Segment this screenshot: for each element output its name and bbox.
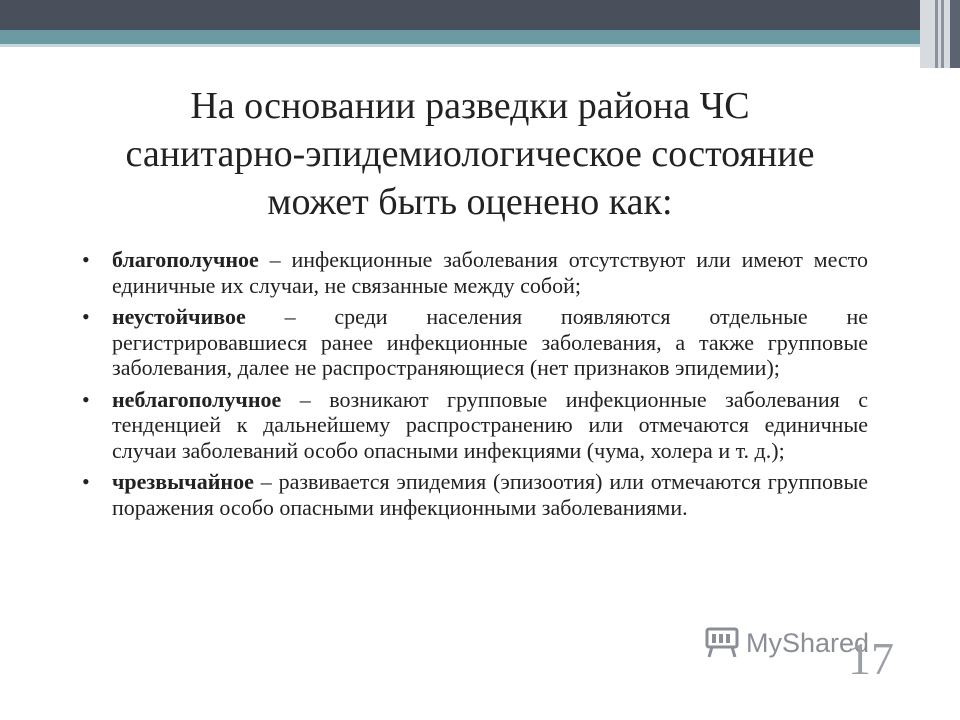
title-line-2: санитарно-эпидемиологическое состояние — [125, 133, 815, 175]
list-item — [80, 387, 868, 464]
top-right-decoration — [920, 0, 960, 68]
myshared-logo-icon — [704, 626, 740, 660]
list-item — [80, 304, 868, 381]
top-bar-dark — [0, 0, 960, 30]
page-number: 17 — [848, 633, 894, 684]
item-text: – развивается эпидемия (эпизоотия) или отмечаются групповые поражения особо опасными инфекционными заболеваниями. — [112, 469, 868, 520]
decoration-stripe — [941, 0, 944, 68]
item-term: благополучное — [112, 247, 259, 272]
watermark-text: MyShared — [746, 628, 870, 658]
bullet-icon: • — [82, 247, 90, 272]
bullet-icon: • — [82, 304, 90, 329]
title-line-3: может быть оценено как: — [267, 181, 673, 223]
top-bar-light-line — [0, 44, 920, 47]
top-bar-teal-stripe — [0, 30, 920, 44]
slide-title — [60, 82, 880, 226]
item-text: – среди населения появляются отдельные не регистрировавшиеся ранее инфекционные заболевания, а также групповые заболевания, далее не распространяющиеся (нет признаков эпидемии); — [112, 304, 868, 380]
item-term: чрезвычайное — [112, 469, 254, 494]
list-item — [80, 247, 868, 298]
item-text: – инфекционные заболевания отсутствуют или имеют место единичные их случаи, не связанные между собой; — [112, 247, 868, 298]
item-term: неустойчивое — [112, 304, 246, 329]
bullet-icon: • — [82, 386, 90, 412]
status-list — [80, 247, 868, 526]
item-text: – возникают групповые инфекционные заболевания с тенденцией к дальнейшему распространению или отмечаются единичные случаи заболеваний особо опасными инфекциями (чума, холера и т. д.); — [112, 386, 868, 463]
bullet-icon: • — [82, 469, 90, 494]
item-term: неблагополучное — [112, 386, 282, 412]
list-item — [80, 469, 868, 520]
decoration-dark-edge — [950, 0, 960, 68]
decoration-stripe — [935, 0, 938, 68]
title-line-1: На основании разведки района ЧС — [190, 85, 750, 127]
